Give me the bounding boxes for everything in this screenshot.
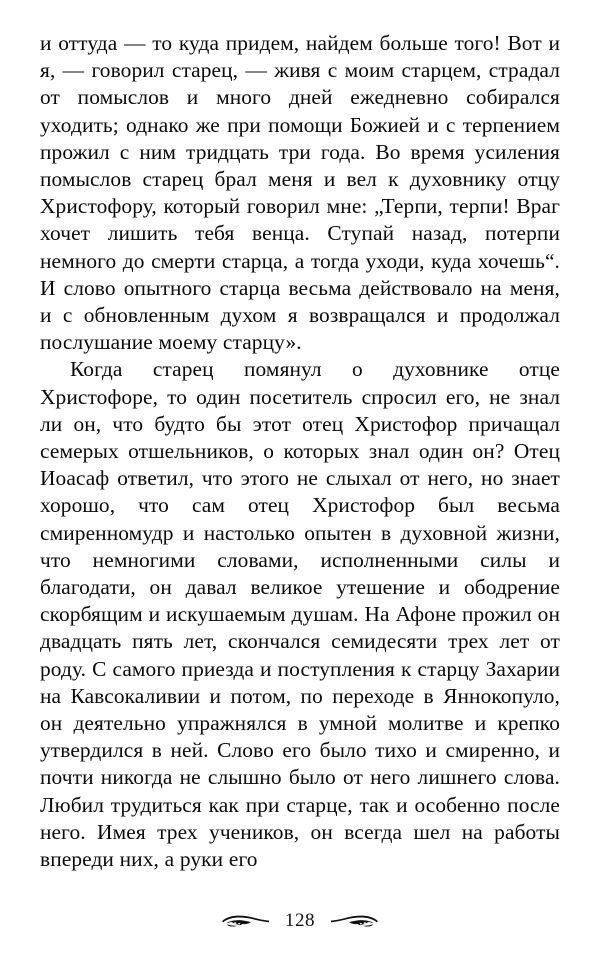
flourish-ornament-mirrored-icon bbox=[328, 911, 380, 929]
page-number: 128 bbox=[284, 909, 316, 931]
page-footer bbox=[0, 900, 600, 940]
paragraph-continued: и оттуда — то куда придем, найдем больше того! Вот и я, — говорил старец, — живя с моим старцем, страдал от помыслов и много дней ежедневно собирался уходить; однако же при помощи Божией и с терпением прожил с ним тридцать три года. Во время усиления помыслов старец брал меня и вел к духовнику отцу Христофору, который говорил мне: „Терпи, терпи! Враг хочет лишить тебя венца. Ступай назад, потерпи немного до смерти старца, а тогда уходи, куда хочешь“. И слово опытного старца весьма действовало на меня, и с обновленным духом я возвращался и продолжал послушание моему старцу». bbox=[40, 31, 560, 355]
paragraph-second: Когда старец помянул о духовнике отце Христофоре, то один посетитель спросил его, не знал ли он, что будто бы этот отец Христофор причащал семерых отшельников, о которых знал один он? Отец Иоасаф ответил, что этого не слыхал от него, но знает хорошо, что сам отец Христофор был весьма смиренномудр и настолько опытен в духовной жизни, что немногими словами, исполненными силы и благодати, он давал великое утешение и ободрение скорбящим и искушаемым душам. На Афоне прожил он двадцать пять лет, скончался семидесяти трех лет от роду. С самого приезда и поступления к старцу Захарии на Кавсокаливии и потом, по переходе в Яннокопуло, он деятельно упражнялся в умной молитве и крепко утвердился в ней. Слово его было тихо и смиренно, и почти никогда не слышно было от него лишнего слова. Любил трудиться как при старце, так и особенно после него. Имея трех учеников, он всегда шел на работы впереди них, а руки его bbox=[40, 357, 560, 872]
page-text-block bbox=[40, 30, 560, 873]
flourish-ornament-icon bbox=[220, 911, 272, 929]
